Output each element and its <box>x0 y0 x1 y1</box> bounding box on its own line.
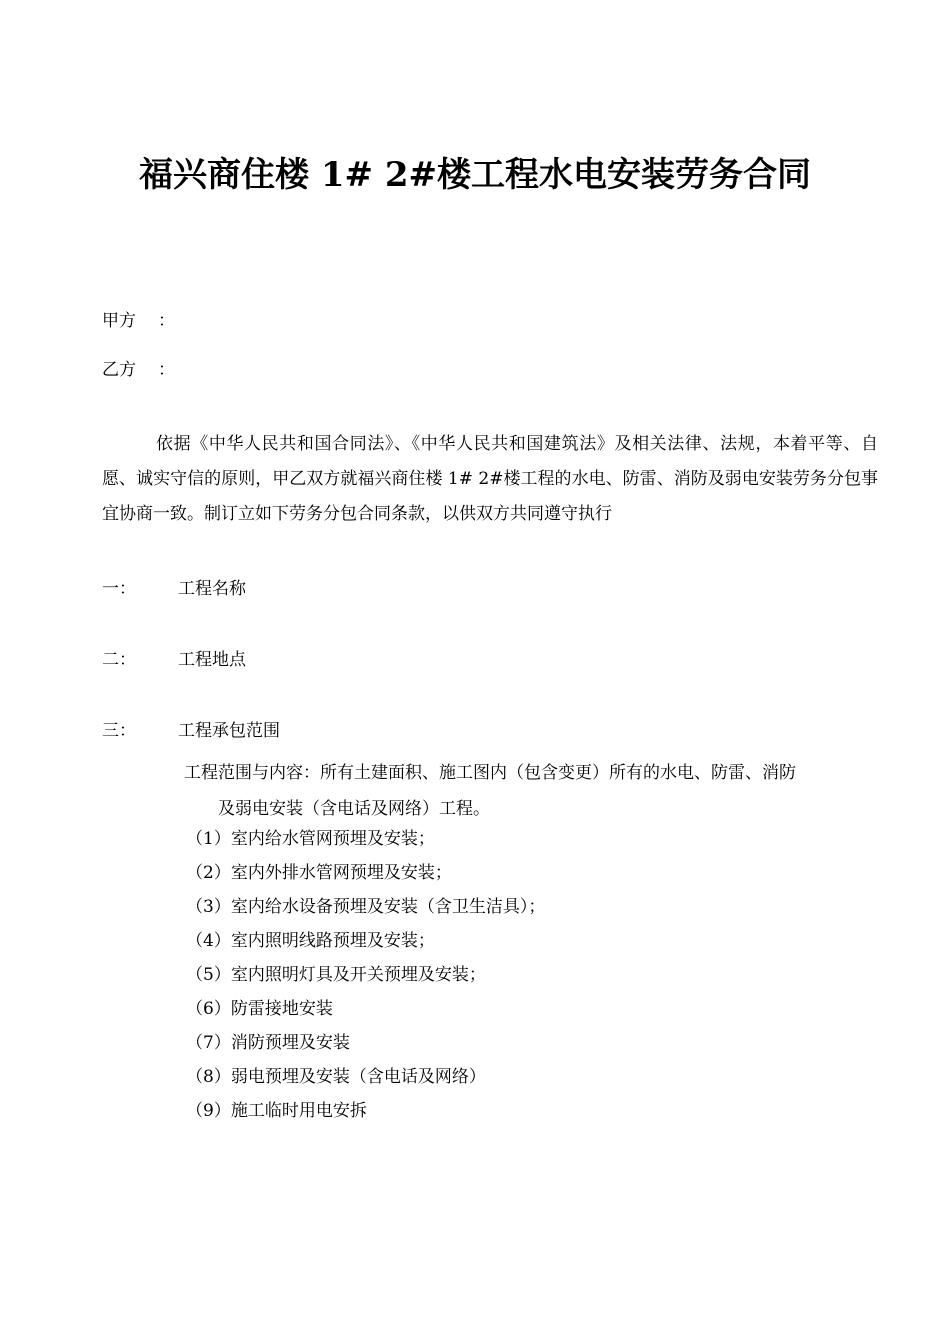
list-item: （8）弱电预埋及安装（含电话及网络） <box>186 1067 486 1087</box>
party-b-colon: ： <box>158 360 175 380</box>
section-title: 工程地点 <box>178 650 246 670</box>
section-2 <box>102 648 246 672</box>
party-a-colon: ： <box>158 311 175 331</box>
intro-paragraph: 依据《中华人民共和国合同法》、《中华人民共和国建筑法》及相关法律、法规，本着平等、自愿、诚实守信的原则，甲乙双方就福兴商住楼 1# 2#楼工程的水电、防雷、消防及弱电安装劳务分包事宜协商一致。制订立如下劳务分包合同条款，以供双方共同遵守执行 <box>102 434 878 524</box>
party-a-label: 甲方 <box>102 311 136 331</box>
party-b-line <box>102 358 175 382</box>
list-item: （4）室内照明线路预埋及安装； <box>186 931 435 951</box>
party-a-line <box>102 309 175 333</box>
list-item: （2）室内外排水管网预埋及安装； <box>186 863 452 883</box>
list-item: （7）消防预埋及安装 <box>186 1033 350 1053</box>
scope-line-2: 及弱电安装（含电话及网络）工程。 <box>218 799 490 819</box>
party-b-label: 乙方 <box>102 360 136 380</box>
scope-items-list <box>186 822 545 1128</box>
document-title: 福兴商住楼 1# 2#楼工程水电安装劳务合同 <box>139 155 811 195</box>
section-title: 工程承包范围 <box>178 721 280 741</box>
list-item: （1）室内给水管网预埋及安装； <box>186 829 435 849</box>
list-item: （9）施工临时用电安拆 <box>186 1101 367 1121</box>
section-title: 工程名称 <box>178 579 246 599</box>
section-1 <box>102 577 246 601</box>
section-number: 三： <box>102 721 136 741</box>
section-3 <box>102 719 280 743</box>
list-item: （6）防雷接地安装 <box>186 999 333 1019</box>
scope-description <box>184 755 878 827</box>
list-item: （5）室内照明灯具及开关预埋及安装； <box>186 965 486 985</box>
section-number: 一： <box>102 579 136 599</box>
section-number: 二： <box>102 650 136 670</box>
list-item: （3）室内给水设备预埋及安装（含卫生洁具）； <box>186 897 546 917</box>
scope-line-1: 工程范围与内容：所有土建面积、施工图内（包含变更）所有的水电、防雷、消防 <box>184 763 796 783</box>
